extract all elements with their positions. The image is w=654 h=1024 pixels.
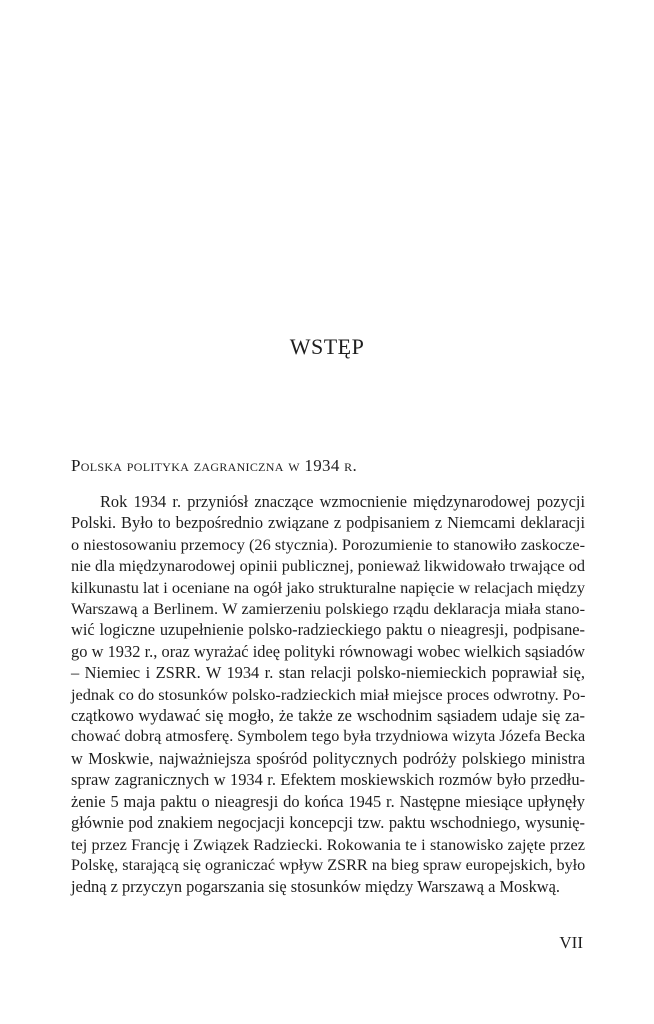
paragraph-line: nie dla międzynarodowej opinii publicznej, ponieważ likwidowało trwające od [71,556,586,576]
chapter-title: WSTĘP [289,334,365,359]
section-heading: Polska polityka zagraniczna w 1934 r. [71,456,358,475]
paragraph-line: Polski. Było to bezpośrednio związane z podpisaniem z Niemcami deklaracji [71,513,585,533]
paragraph-line: spraw zagranicznych w 1934 r. Efektem moskiewskich rozmów było przedłu- [71,770,585,790]
paragraph-line: żenie 5 maja paktu o nieagresji do końca 1945 r. Następne miesiące upłynęły [71,791,585,811]
paragraph-line: – Niemiec i ZSRR. W 1934 r. stan relacji polsko-niemieckich poprawiał się, [71,663,585,683]
paragraph-line: w Moskwie, najważniejsza spośród politycznych podróży polskiego ministra [71,748,585,768]
paragraph-line: czątkowo wydawać się mogło, że także ze wschodnim sąsiadem udaje się za- [71,706,585,726]
paragraph-line: go w 1932 r., oraz wyrażać ideę polityki równowagi wobec wielkich sąsiadów [71,641,585,661]
paragraph-line: Polskę, starającą się ograniczać wpływ ZSRR na bieg spraw europejskich, było [71,855,586,874]
paragraph-line: o niestosowaniu przemocy (26 stycznia). Porozumienie to stanowiło zaskocze- [71,534,585,554]
paragraph-line: Warszawą a Berlinem. W zamierzeniu polskiego rządu deklaracja miała stano- [71,599,585,619]
paragraph-line: Rok 1934 r. przyniósł znaczące wzmocnienie międzynarodowej pozycji [100,492,585,511]
paragraph-line: jednak co do stosunków polsko-radzieckich miał miejsce proces odwrotny. Po- [71,684,586,704]
paragraph-line: tej przez Francję i Związek Radziecki. Rokowania te i stanowisko zajęte przez [71,834,585,854]
paragraph-line: wić logiczne uzupełnienie polsko-radzieckiego paktu o nieagresji, podpisane- [71,620,585,640]
paragraph-line: chować dobrą atmosferę. Symbolem tego była trzydniowa wizyta Józefa Becka [71,727,586,746]
page-number: VII [559,933,583,952]
paragraph-line: głównie pod znakiem negocjacji koncepcji tzw. paktu wschodniego, wysunię- [71,813,585,833]
body-paragraph [71,491,585,898]
paragraph-line: jedną z przyczyn pogarszania się stosunków między Warszawą a Moskwą. [71,877,561,897]
paragraph-line: kilkunastu lat i oceniane na ogół jako strukturalne napięcie w relacjach między [71,577,586,597]
